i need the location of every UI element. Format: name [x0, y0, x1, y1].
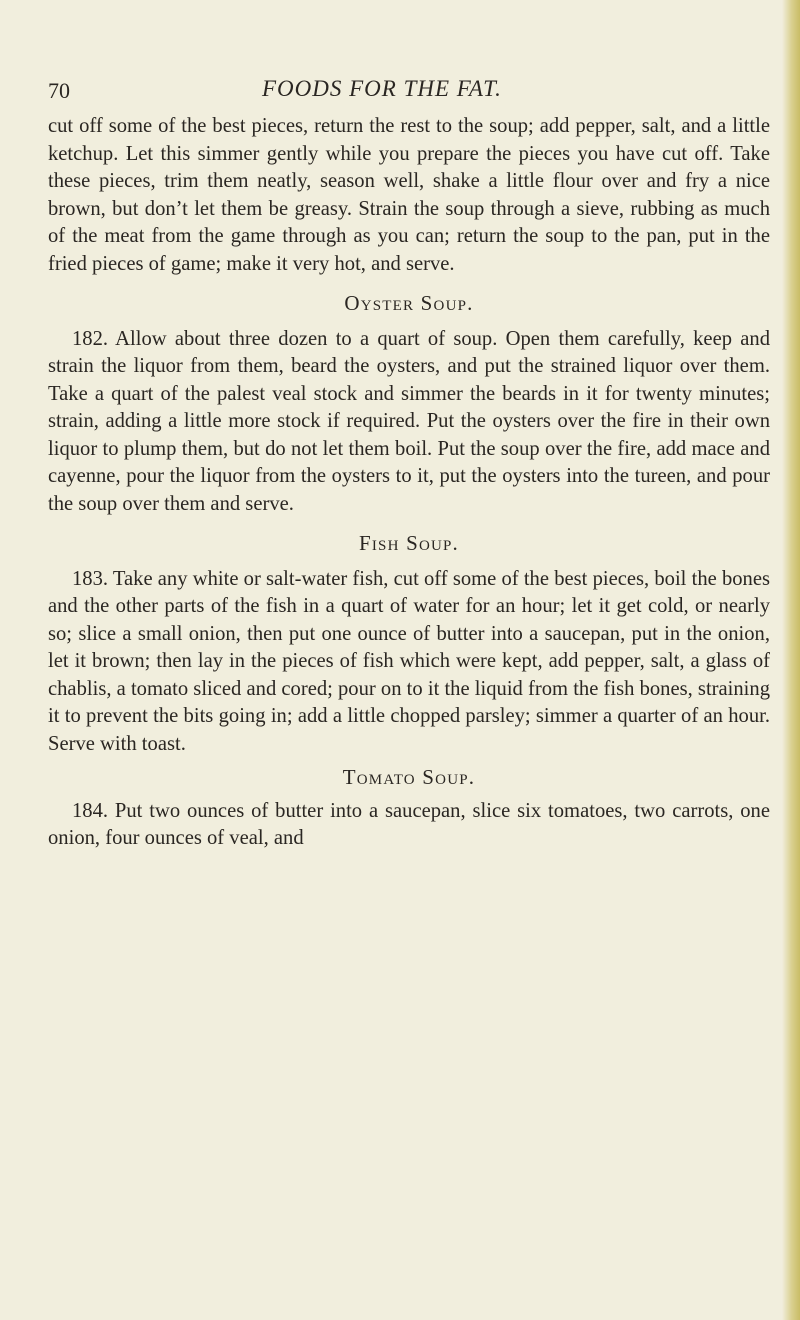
page-edge-shadow — [782, 0, 800, 1320]
section-heading-fish-soup: Fish Soup. — [358, 531, 460, 555]
running-head: FOODS FOR THE FAT. — [262, 76, 502, 101]
recipe-paragraph-183: 183. Take any white or salt-water fish, cut off some of the best pieces, boil the bones and the other parts of the fish in a quart of water for an hour; let it get cold, or nearly so; slice a small onion, then put one ounce of butter into a saucepan, put in the onion, let it brown; then lay in the pieces of fish which were kept, add pepper, salt, a glass of chablis, a tomato sliced and cored; pour on to it the liquid from the fish bones, straining it to prevent the bits going in; add a little chopped parsley; simmer a quarter of an hour. Serve with toast. — [48, 567, 770, 755]
page-body — [48, 113, 770, 853]
continued-paragraph: cut off some of the best pieces, return the rest to the soup; add pepper, salt, and a little ketchup. Let this simmer gently while you prepare the pieces you have cut off. Take these pieces, trim them neatly, season well, shake a little flour over and fry a nice brown, but don’t let them be greasy. Strain the soup through a sieve, rubbing as much of the meat from the game through as you can; return the soup to the pan, put in the fried pieces of game; make it very hot, and serve. — [48, 115, 770, 275]
section-heading-tomato-soup: Tomato Soup. — [342, 765, 476, 789]
recipe-paragraph-182: 182. Allow about three dozen to a quart of soup. Open them carefully, keep and strain the liquor from them, beard the oysters, and put the strained liquor over them. Take a quart of the palest veal stock and simmer the beards in it for twenty minutes; strain, adding a little more stock if required. Put the oysters over the fire in their own liquor to plump them, but do not let them boil. Put the soup over the fire, add mace and cayenne, pour the liquor from the oysters to it, put the oysters into the tureen, and pour the soup over them and serve. — [48, 327, 770, 515]
recipe-paragraph-184: 184. Put two ounces of butter into a saucepan, slice six tomatoes, two carrots, one onion, four ounces of veal, and — [48, 799, 770, 849]
page-header — [48, 72, 708, 112]
section-heading-oyster-soup: Oyster Soup. — [344, 291, 474, 315]
page-number: 70 — [48, 78, 70, 103]
